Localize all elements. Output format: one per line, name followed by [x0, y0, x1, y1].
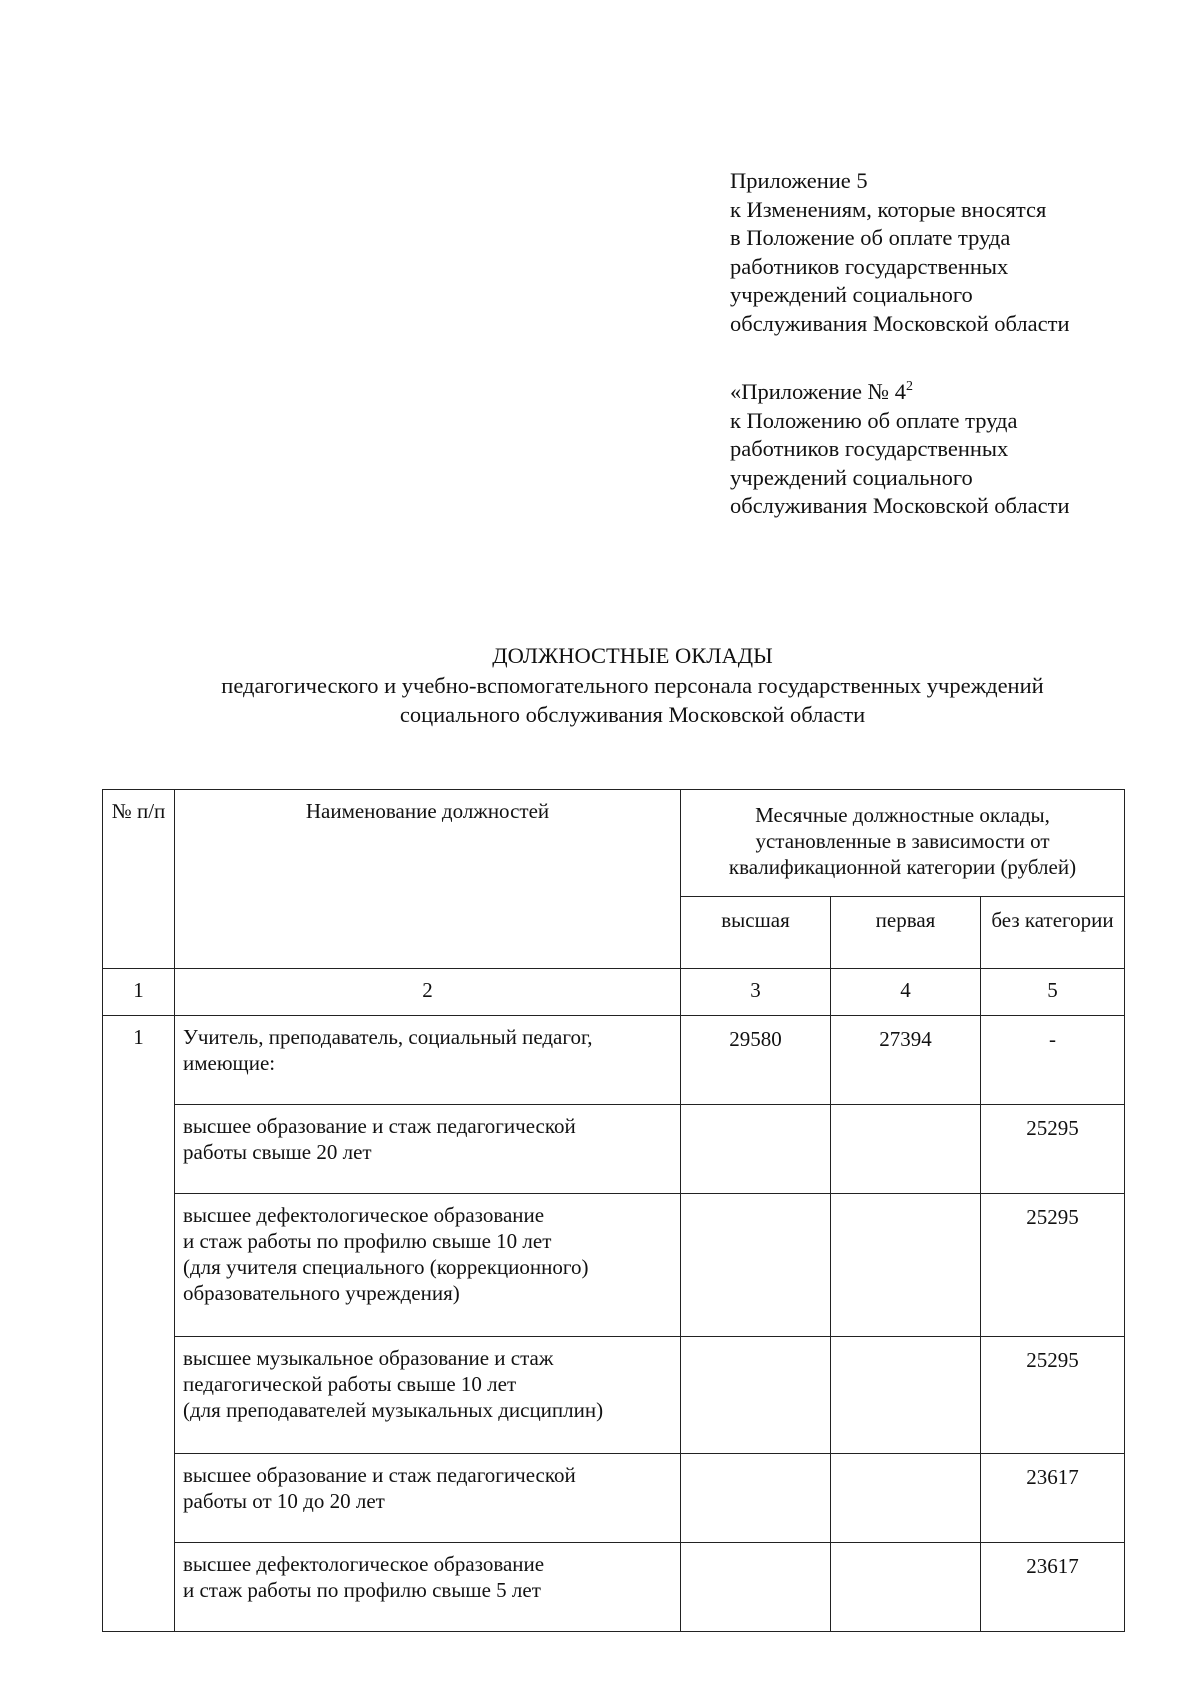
- column-number-row: [103, 969, 1125, 1016]
- header-col-first: первая: [831, 897, 981, 969]
- attachment-5-line: к Изменениям, которые вносятся: [730, 196, 1047, 222]
- salary-first-cell: 27394: [831, 1016, 981, 1105]
- attachment-4-2-title-text: «Приложение № 4: [730, 379, 906, 404]
- position-name-line: и стаж работы по профилю свыше 10 лет: [183, 1229, 552, 1253]
- column-number: 5: [981, 969, 1125, 1016]
- column-number: 2: [175, 969, 681, 1016]
- salary-none-cell: -: [981, 1016, 1125, 1105]
- salary-first-cell: [831, 1105, 981, 1194]
- position-name-line: высшее дефектологическое образование: [183, 1203, 545, 1227]
- attachment-4-2-block: [730, 378, 1070, 521]
- salary-none-cell: 25295: [981, 1194, 1125, 1337]
- attachment-4-2-line: к Положению об оплате труда: [730, 407, 1018, 433]
- header-col-highest: высшая: [681, 897, 831, 969]
- header-position: Наименование должностей: [175, 790, 681, 969]
- position-name-line: работы свыше 20 лет: [183, 1140, 372, 1164]
- position-name-line: (для преподавателей музыкальных дисциплин): [183, 1398, 604, 1422]
- salary-first-cell: [831, 1337, 981, 1454]
- salary-first-cell: [831, 1194, 981, 1337]
- position-name-cell: [175, 1016, 681, 1105]
- attachment-4-2-line: работников государственных: [730, 436, 1009, 461]
- row-number-cell: [103, 1543, 175, 1632]
- salary-first-cell: [831, 1454, 981, 1543]
- row-number-cell: [103, 1454, 175, 1543]
- position-name-cell: [175, 1105, 681, 1194]
- document-title-line-3: социального обслуживания Московской области: [399, 702, 866, 727]
- header-col-none: без категории: [981, 897, 1125, 969]
- salary-first-cell: [831, 1543, 981, 1632]
- table-header-row: [103, 790, 1125, 897]
- document-title-line-1: ДОЛЖНОСТНЫЕ ОКЛАДЫ: [492, 643, 773, 668]
- salary-highest-cell: [681, 1337, 831, 1454]
- attachment-5-line: учреждений социального: [730, 282, 973, 307]
- position-name-line: работы от 10 до 20 лет: [183, 1489, 385, 1513]
- table-row: [103, 1105, 1125, 1194]
- attachment-5-line: Приложение 5: [730, 168, 868, 193]
- document-title: [100, 641, 1165, 730]
- position-name-line: высшее образование и стаж педагогической: [183, 1463, 576, 1487]
- salary-highest-cell: [681, 1454, 831, 1543]
- position-name-line: и стаж работы по профилю свыше 5 лет: [183, 1578, 541, 1602]
- position-name-line: (для учителя специального (коррекционного): [183, 1255, 589, 1279]
- salary-table-body: [103, 790, 1125, 1632]
- salary-table: [102, 789, 1125, 1632]
- attachment-5-line: в Положение об оплате труда: [730, 225, 1011, 250]
- attachment-4-2-line: учреждений социального: [730, 464, 973, 490]
- salary-highest-cell: [681, 1543, 831, 1632]
- row-number-cell: [103, 1105, 175, 1194]
- attachment-4-2-title: [730, 378, 1070, 407]
- position-name-cell: [175, 1337, 681, 1454]
- position-name-line: высшее образование и стаж педагогической: [183, 1114, 576, 1138]
- row-number-cell: [103, 1337, 175, 1454]
- attachment-5-line: обслуживания Московской области: [730, 310, 1070, 336]
- position-name-line: высшее дефектологическое образование: [183, 1552, 545, 1576]
- document-title-line-2: педагогического и учебно-вспомогательного персонала государственных учреждений: [221, 672, 1044, 698]
- attachment-5-line: работников государственных: [730, 253, 1009, 279]
- header-salary-group: Месячные должностные оклады, установленные в зависимости от квалификационной категории (рублей): [681, 790, 1125, 897]
- position-name-line: Учитель, преподаватель, социальный педагог,: [183, 1025, 593, 1049]
- attachment-5-block: [730, 167, 1070, 338]
- position-name-line: имеющие:: [183, 1051, 276, 1075]
- table-row: [103, 1454, 1125, 1543]
- salary-none-cell: 23617: [981, 1543, 1125, 1632]
- row-number-cell: [103, 1194, 175, 1337]
- column-number: 3: [681, 969, 831, 1016]
- salary-none-cell: 25295: [981, 1337, 1125, 1454]
- salary-highest-cell: [681, 1194, 831, 1337]
- row-number-cell: 1: [103, 1016, 175, 1105]
- position-name-cell: [175, 1543, 681, 1632]
- table-row: [103, 1194, 1125, 1337]
- position-name-cell: [175, 1454, 681, 1543]
- attachment-4-2-line: обслуживания Московской области: [730, 493, 1070, 518]
- table-row: [103, 1016, 1125, 1105]
- salary-none-cell: 25295: [981, 1105, 1125, 1194]
- table-row: [103, 1543, 1125, 1632]
- attachment-4-2-superscript: 2: [905, 379, 913, 394]
- salary-highest-cell: [681, 1105, 831, 1194]
- table-row: [103, 1337, 1125, 1454]
- header-num: № п/п: [103, 790, 175, 969]
- column-number: 1: [103, 969, 175, 1016]
- salary-highest-cell: 29580: [681, 1016, 831, 1105]
- position-name-cell: [175, 1194, 681, 1337]
- position-name-line: образовательного учреждения): [183, 1281, 460, 1305]
- position-name-line: высшее музыкальное образование и стаж: [183, 1346, 554, 1370]
- column-number: 4: [831, 969, 981, 1016]
- position-name-line: педагогической работы свыше 10 лет: [183, 1372, 517, 1396]
- salary-none-cell: 23617: [981, 1454, 1125, 1543]
